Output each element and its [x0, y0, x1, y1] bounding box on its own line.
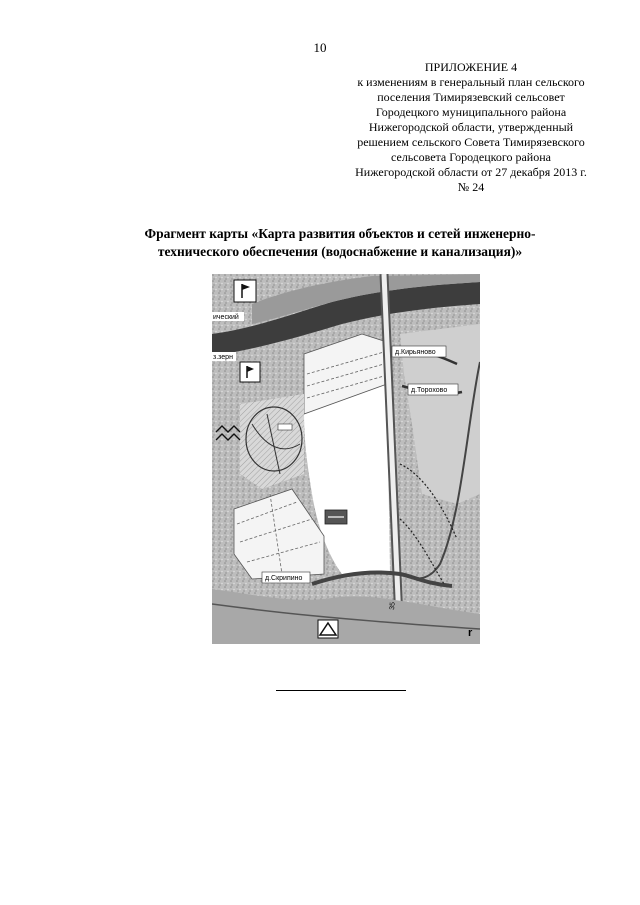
closing-rule [276, 690, 406, 691]
appendix-line: сельсовета Городецкого района [391, 150, 551, 164]
label-skripino: д.Скрипино [265, 575, 303, 582]
map-fragment-title [90, 225, 590, 261]
label-partial-left: з.зерн [213, 354, 233, 361]
page-number: 10 [313, 40, 327, 55]
appendix-line: решением сельского Совета Тимирязевского [357, 135, 585, 149]
forest-zone [240, 394, 304, 489]
flag-icon [240, 362, 260, 382]
corner-mark: r [468, 627, 473, 639]
appendix-line: к изменениям в генеральный план сельского [357, 75, 585, 89]
appendix-line: Городецкого муниципального района [375, 105, 567, 119]
label-torohovo: д.Торохово [411, 387, 448, 394]
label-road-number: 35 [389, 601, 397, 611]
appendix-block [340, 60, 602, 195]
title-line: технического обеспечения (водоснабжение и канализация)» [157, 244, 523, 259]
appendix-line: Нижегородской области от 27 декабря 2013 г. [355, 165, 587, 179]
water-facility-icon [325, 510, 347, 524]
map-fragment [212, 274, 480, 644]
title-line: Фрагмент карты «Карта развития объектов и сетей инженерно- [144, 226, 536, 241]
warning-triangle-icon [318, 620, 338, 638]
label-partial-top-left: ический [213, 314, 239, 321]
appendix-heading: ПРИЛОЖЕНИЕ 4 [424, 60, 518, 74]
appendix-line: Нижегородской области, утвержденный [368, 120, 574, 134]
flag-icon [234, 280, 256, 302]
appendix-line: № 24 [457, 180, 485, 194]
label-kiryanovo: д.Кирьяново [395, 349, 436, 356]
appendix-line: поселения Тимирязевский сельсовет [377, 90, 565, 104]
